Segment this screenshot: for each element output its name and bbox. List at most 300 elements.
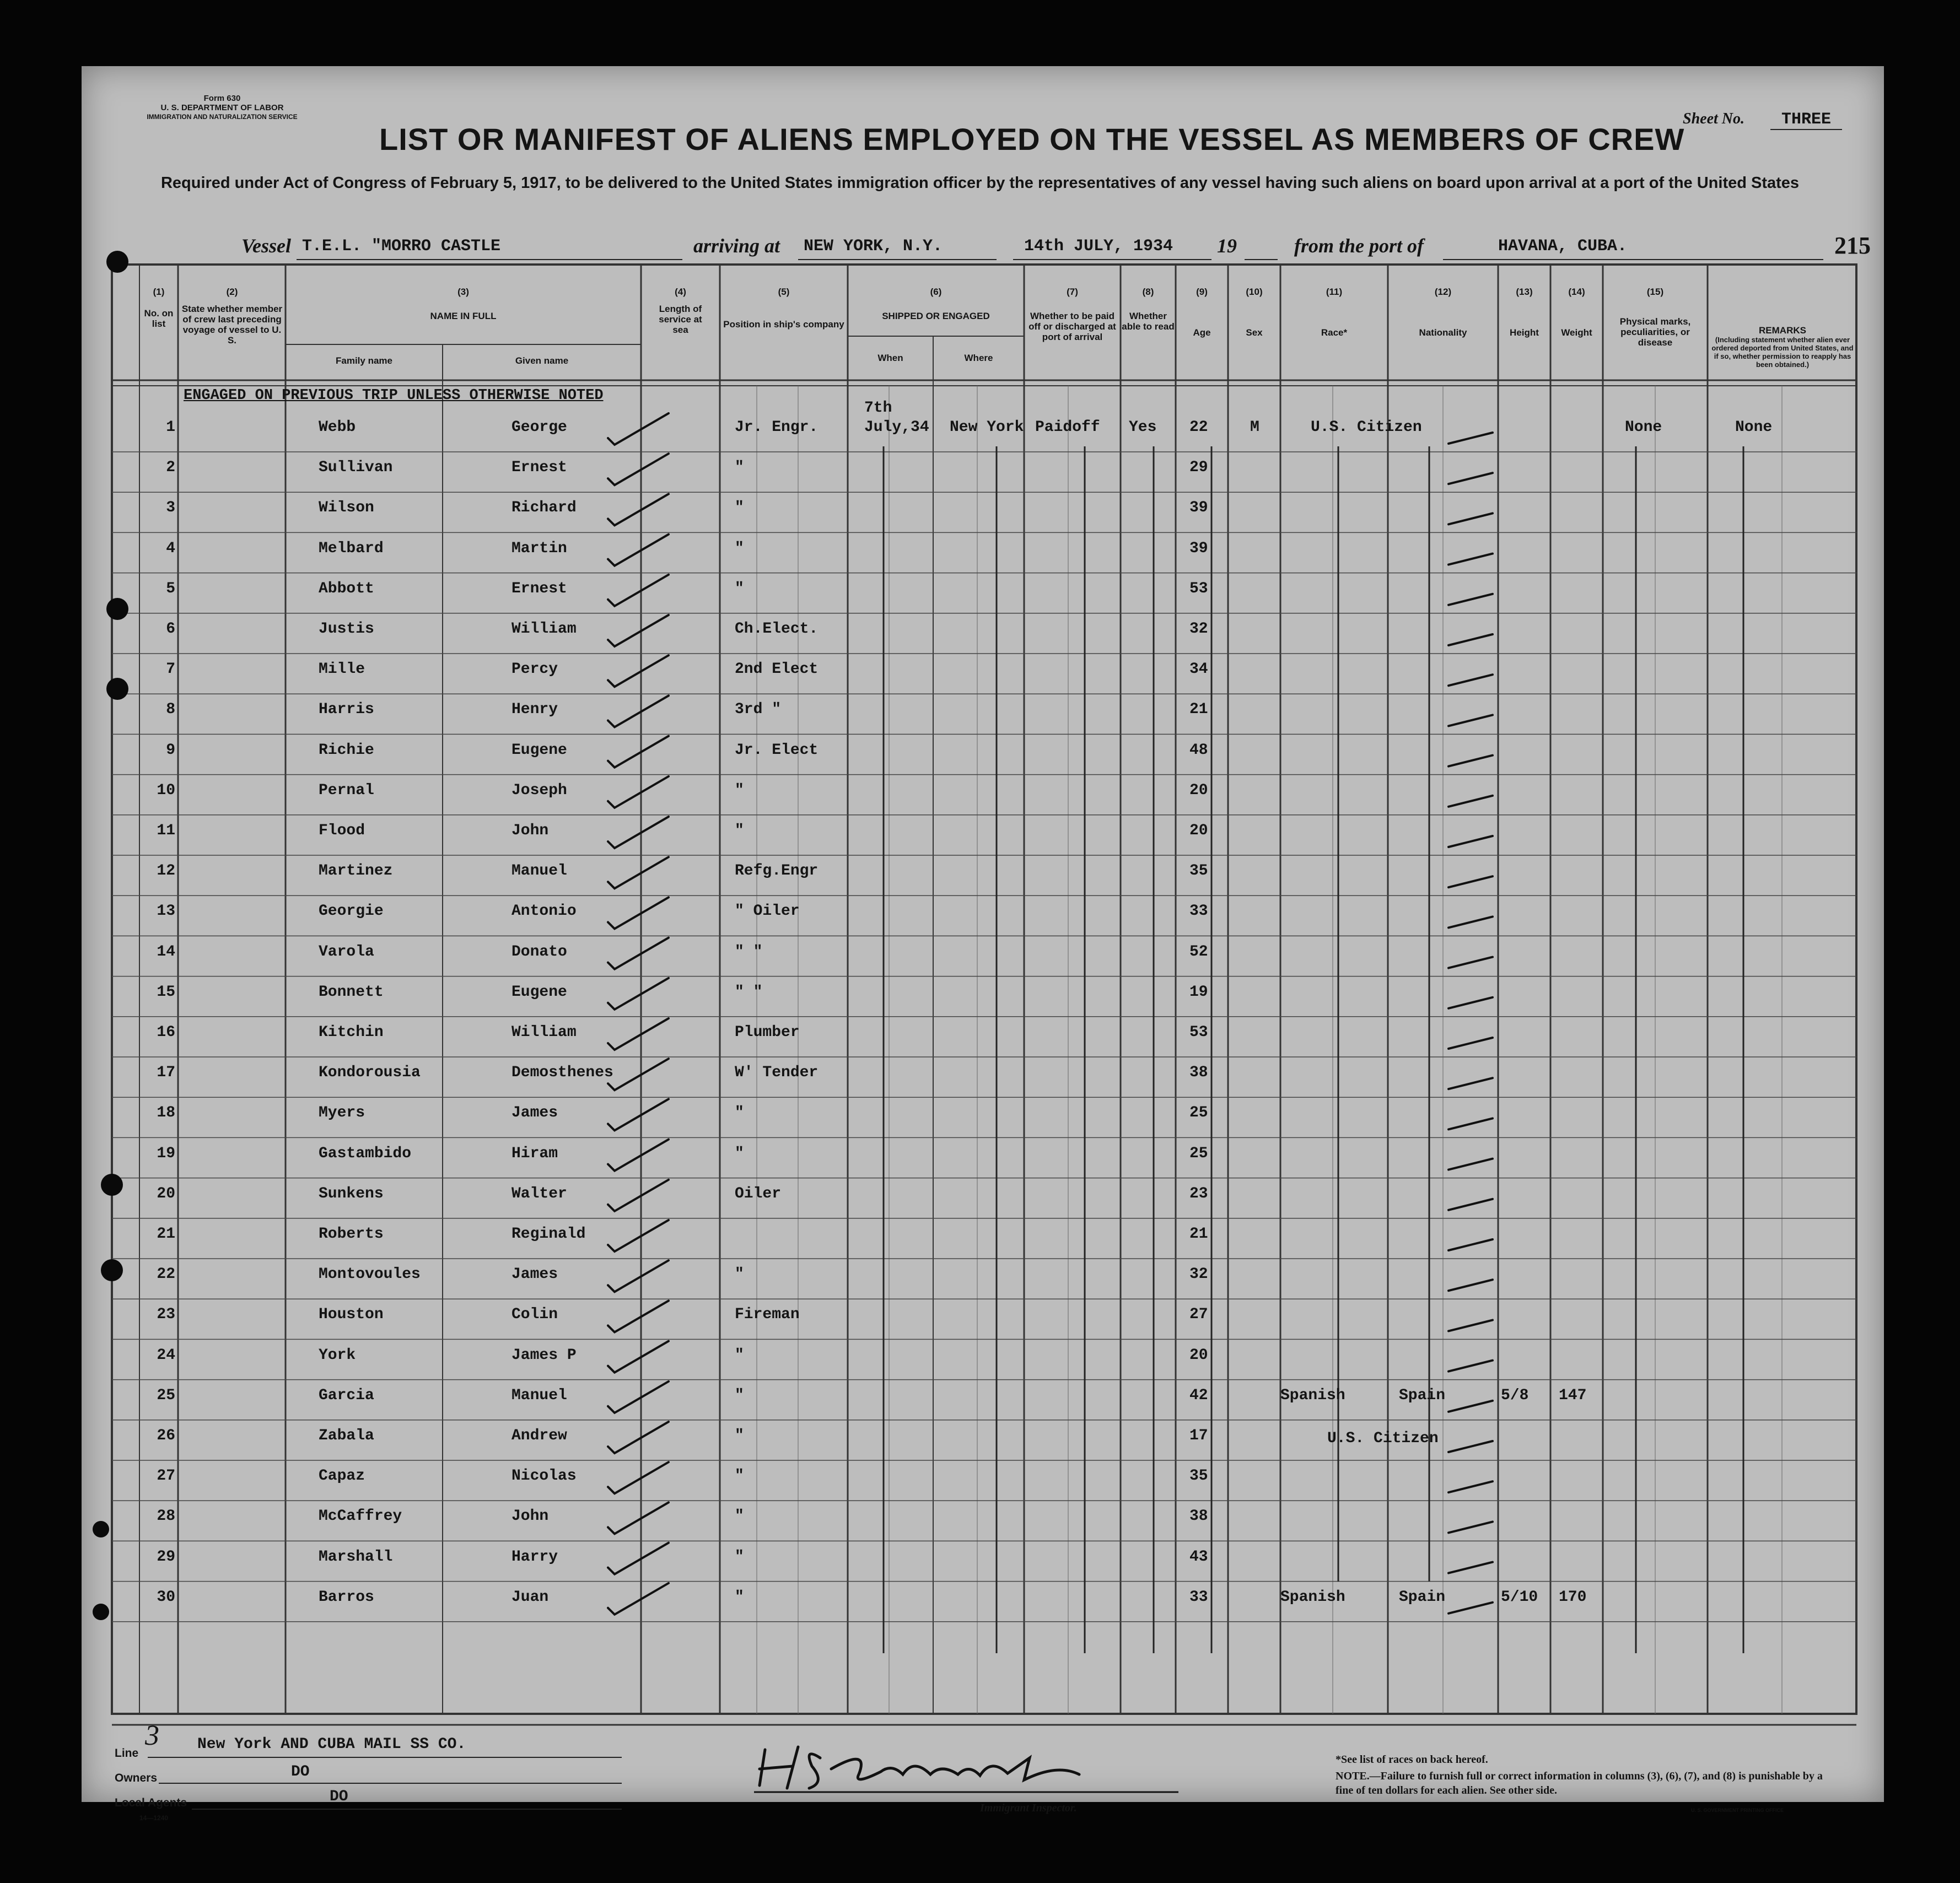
col-3-title: NAME IN FULL xyxy=(430,311,497,321)
height: 5/8 xyxy=(1501,1386,1529,1404)
row-number: 11 xyxy=(157,822,175,839)
age: 38 xyxy=(1189,1508,1208,1525)
family-name: Pernal xyxy=(319,781,374,799)
position: " xyxy=(735,1588,744,1606)
punch-hole xyxy=(106,598,128,620)
height-check-mark xyxy=(1449,594,1493,605)
col-10-header xyxy=(1228,287,1280,338)
family-name: Georgie xyxy=(319,903,384,920)
row-1-when-line1: 7th xyxy=(864,400,892,417)
col-6-title: SHIPPED OR ENGAGED xyxy=(882,311,990,321)
age: 48 xyxy=(1189,741,1208,759)
family-name: Mille xyxy=(319,661,365,678)
col-12-number: (12) xyxy=(1434,287,1452,297)
family-name: Zabala xyxy=(319,1427,374,1444)
row-number: 26 xyxy=(157,1427,175,1444)
row-number: 4 xyxy=(166,539,175,557)
col-3-number: (3) xyxy=(457,287,469,297)
age: 20 xyxy=(1189,1346,1208,1364)
position: " Oiler xyxy=(735,903,800,920)
row-1-where: New York xyxy=(950,419,1024,436)
position: 3rd " xyxy=(735,701,782,719)
given-name: William xyxy=(511,621,577,638)
col-14-title: Weight xyxy=(1561,327,1592,338)
family-name: Barros xyxy=(319,1588,374,1606)
family-name: Flood xyxy=(319,822,365,839)
height-check-mark xyxy=(1449,1280,1493,1291)
owners-value: DO xyxy=(291,1763,310,1781)
row-number: 9 xyxy=(166,741,175,759)
position: Fireman xyxy=(735,1306,800,1324)
row-number: 8 xyxy=(166,701,175,719)
row-number: 24 xyxy=(157,1346,175,1364)
position: " xyxy=(735,1508,744,1525)
inspector-signature xyxy=(749,1741,1189,1796)
check-mark xyxy=(608,454,669,485)
given-name-header: Given name xyxy=(515,355,569,366)
height-check-mark xyxy=(1449,1078,1493,1089)
age: 29 xyxy=(1189,459,1208,477)
check-mark xyxy=(608,1422,669,1453)
nationality: Spain xyxy=(1399,1386,1446,1404)
col-9-header xyxy=(1176,287,1228,338)
col-1-header xyxy=(139,287,178,329)
age: 35 xyxy=(1189,1467,1208,1485)
col-7-number: (7) xyxy=(1067,287,1078,297)
footer-code: 14—1240 xyxy=(139,1814,169,1822)
position: Jr. Elect xyxy=(735,741,819,759)
age: 39 xyxy=(1189,499,1208,517)
punch-hole xyxy=(106,678,128,700)
agents-value: DO xyxy=(330,1788,348,1805)
height-check-mark xyxy=(1449,1562,1493,1573)
col-11-number: (11) xyxy=(1326,287,1343,297)
given-name: Antonio xyxy=(511,903,577,920)
vessel-label: Vessel xyxy=(241,235,291,257)
age: 52 xyxy=(1189,943,1208,961)
check-mark xyxy=(608,736,669,768)
height-check-mark xyxy=(1449,796,1493,807)
family-name: Garcia xyxy=(319,1386,374,1404)
races-note: *See list of races on back hereof. xyxy=(1336,1753,1488,1766)
punch-hole xyxy=(101,1174,123,1196)
row-1-physical-marks: None xyxy=(1625,419,1662,436)
age: 21 xyxy=(1189,1226,1208,1243)
row-1-paid-off: Paidoff xyxy=(1035,419,1100,436)
col-9-title: Age xyxy=(1193,327,1211,338)
given-name: Eugene xyxy=(511,983,567,1001)
remarks-title: REMARKS xyxy=(1759,325,1806,336)
height-check-mark xyxy=(1449,1239,1493,1250)
given-name: James P xyxy=(511,1346,577,1364)
col-8-header xyxy=(1121,287,1176,332)
col-6-number: (6) xyxy=(930,287,942,297)
given-name: Hiram xyxy=(511,1145,558,1162)
given-name: Demosthenes xyxy=(511,1064,613,1082)
remarks-instructions: (Including statement whether alien ever ordered deported from United States, and if so, whether permission to reapply has been obtained.) xyxy=(1711,336,1854,369)
position: " xyxy=(735,539,744,557)
given-name: John xyxy=(511,822,549,839)
col-4-number: (4) xyxy=(675,287,686,297)
given-name: Harry xyxy=(511,1548,558,1566)
weight: 170 xyxy=(1559,1588,1587,1606)
manifest-sheet xyxy=(82,66,1884,1822)
height-check-mark xyxy=(1449,836,1493,847)
position: 2nd Elect xyxy=(735,661,819,678)
row-1-race-nationality: U.S. Citizen xyxy=(1311,419,1422,436)
age: 19 xyxy=(1189,983,1208,1001)
check-mark xyxy=(608,1018,669,1050)
when-header: When xyxy=(877,353,903,363)
family-name: Roberts xyxy=(319,1226,384,1243)
from-port: HAVANA, CUBA. xyxy=(1498,237,1628,256)
row-number: 29 xyxy=(157,1548,175,1566)
row-number: 30 xyxy=(157,1588,175,1606)
col-2-number: (2) xyxy=(226,287,238,297)
col-8-title: Whether able to read xyxy=(1122,311,1175,332)
sheet-label: Sheet No. xyxy=(1683,110,1744,127)
height-check-mark xyxy=(1449,1038,1493,1049)
check-mark xyxy=(608,857,669,888)
check-mark xyxy=(608,1260,669,1292)
family-name: Webb xyxy=(319,419,356,436)
department-name: U. S. DEPARTMENT OF LABOR xyxy=(160,103,284,112)
family-name: Sullivan xyxy=(319,459,393,477)
given-name: James xyxy=(511,1104,558,1122)
family-name: Capaz xyxy=(319,1467,365,1485)
handwritten-mark: 3 xyxy=(145,1720,159,1751)
col-10-number: (10) xyxy=(1246,287,1263,297)
col-7-header xyxy=(1024,287,1121,342)
height-check-mark xyxy=(1449,1603,1493,1614)
row-number: 5 xyxy=(166,580,175,597)
check-mark xyxy=(608,413,669,445)
row-number: 23 xyxy=(157,1306,175,1324)
position: Refg.Engr xyxy=(735,862,819,880)
row-number: 18 xyxy=(157,1104,175,1122)
check-mark xyxy=(608,615,669,646)
line-value: New York AND CUBA MAIL SS CO. xyxy=(197,1736,466,1753)
vessel-name: T.E.L. "MORRO CASTLE xyxy=(302,237,501,256)
row-number: 22 xyxy=(157,1266,175,1283)
position: " xyxy=(735,580,744,597)
check-mark xyxy=(608,1059,669,1090)
given-name: Reginald xyxy=(511,1226,586,1243)
family-name: Melbard xyxy=(319,539,384,557)
given-name: Andrew xyxy=(511,1427,567,1444)
family-name: Gastambido xyxy=(319,1145,412,1162)
given-name: Donato xyxy=(511,943,567,961)
col-9-number: (9) xyxy=(1196,287,1208,297)
row-number: 16 xyxy=(157,1024,175,1041)
age: 34 xyxy=(1189,661,1208,678)
col-1-number: (1) xyxy=(153,287,165,297)
race: Spanish xyxy=(1280,1588,1345,1606)
check-mark xyxy=(608,1220,669,1251)
given-name: Ernest xyxy=(511,459,567,477)
age: 25 xyxy=(1189,1104,1208,1122)
col-13-header xyxy=(1498,287,1550,338)
check-mark xyxy=(608,1462,669,1493)
col-2-title: State whether member of crew last preceding voyage of vessel to U. S. xyxy=(181,304,283,346)
check-mark xyxy=(608,1301,669,1332)
age: 23 xyxy=(1189,1185,1208,1202)
family-name: Wilson xyxy=(319,499,374,517)
given-name: Nicolas xyxy=(511,1467,577,1485)
punch-hole xyxy=(106,251,128,273)
where-header: Where xyxy=(964,353,993,363)
agents-underline xyxy=(192,1809,622,1810)
age: 25 xyxy=(1189,1145,1208,1162)
row-number: 13 xyxy=(157,903,175,920)
height-check-mark xyxy=(1449,715,1493,726)
col-14-header xyxy=(1550,287,1603,338)
family-name: Martinez xyxy=(319,862,393,880)
family-name: Varola xyxy=(319,943,374,961)
col-15-number: (15) xyxy=(1646,287,1664,297)
height-check-mark xyxy=(1449,634,1493,645)
given-name: Henry xyxy=(511,701,558,719)
row-number: 3 xyxy=(166,499,175,517)
family-name: Marshall xyxy=(319,1548,393,1566)
printer-imprint: U. S. GOVERNMENT PRINTING OFFICE xyxy=(1691,1808,1784,1813)
row-number: 6 xyxy=(166,621,175,638)
given-name: George xyxy=(511,419,567,436)
check-mark xyxy=(608,776,669,808)
height-check-mark xyxy=(1449,876,1493,887)
position: " xyxy=(735,1266,744,1283)
height-check-mark xyxy=(1449,433,1493,444)
given-name: John xyxy=(511,1508,549,1525)
punch-hole xyxy=(101,1259,123,1281)
check-mark xyxy=(608,1180,669,1211)
family-name: Sunkens xyxy=(319,1185,384,1202)
family-name: Harris xyxy=(319,701,374,719)
age: 17 xyxy=(1189,1427,1208,1444)
row-number: 28 xyxy=(157,1508,175,1525)
family-name: McCaffrey xyxy=(319,1508,402,1525)
family-name: Kitchin xyxy=(319,1024,384,1041)
row-number: 7 xyxy=(166,661,175,678)
height-check-mark xyxy=(1449,1320,1493,1331)
height-check-mark xyxy=(1449,513,1493,524)
check-mark xyxy=(608,1140,669,1171)
col-4-header xyxy=(641,287,720,335)
given-name: James xyxy=(511,1266,558,1283)
row-number: 15 xyxy=(157,983,175,1001)
check-mark xyxy=(608,978,669,1010)
age: 43 xyxy=(1189,1548,1208,1566)
row-1-when-line2: July,34 xyxy=(864,419,929,436)
col-12-header xyxy=(1388,287,1498,338)
height-check-mark xyxy=(1449,916,1493,927)
position: " xyxy=(735,499,744,517)
given-name: Eugene xyxy=(511,741,567,759)
check-mark xyxy=(608,535,669,566)
age: 27 xyxy=(1189,1306,1208,1324)
line-underline xyxy=(148,1757,622,1758)
col-6-header xyxy=(848,287,1024,321)
col-1-title: No. on list xyxy=(144,308,174,329)
row-1-able-to-read: Yes xyxy=(1129,419,1157,436)
row-number: 1 xyxy=(166,419,175,436)
document-title: LIST OR MANIFEST OF ALIENS EMPLOYED ON THE VESSEL AS MEMBERS OF CREW xyxy=(379,122,1685,157)
row-number: 2 xyxy=(166,459,175,477)
given-name: Percy xyxy=(511,661,558,678)
nationality-note: U.S. Citizen xyxy=(1327,1430,1439,1447)
check-mark xyxy=(608,897,669,929)
age: 53 xyxy=(1189,580,1208,597)
nationality: Spain xyxy=(1399,1588,1446,1606)
punch-hole xyxy=(93,1604,109,1620)
check-mark xyxy=(608,817,669,848)
sheet-number-value: THREE xyxy=(1770,110,1842,130)
row-number: 17 xyxy=(157,1064,175,1082)
remarks-header xyxy=(1710,325,1855,369)
age: 38 xyxy=(1189,1064,1208,1082)
height-check-mark xyxy=(1449,554,1493,565)
position: " xyxy=(735,1548,744,1566)
height-check-mark xyxy=(1449,1481,1493,1492)
position: " xyxy=(735,822,744,839)
position: " " xyxy=(735,983,763,1001)
given-name: Martin xyxy=(511,539,567,557)
family-name: Bonnett xyxy=(319,983,384,1001)
position: Oiler xyxy=(735,1185,782,1202)
given-name: Manuel xyxy=(511,1386,567,1404)
col-14-number: (14) xyxy=(1568,287,1585,297)
height: 5/10 xyxy=(1501,1588,1538,1606)
family-name: Myers xyxy=(319,1104,365,1122)
row-number: 25 xyxy=(157,1386,175,1404)
given-name: Ernest xyxy=(511,580,567,597)
from-label: from the port of xyxy=(1294,235,1424,257)
height-check-mark xyxy=(1449,1401,1493,1412)
given-name: Walter xyxy=(511,1185,567,1202)
check-mark xyxy=(608,655,669,687)
height-check-mark xyxy=(1449,1118,1493,1129)
height-check-mark xyxy=(1449,1159,1493,1170)
height-check-mark xyxy=(1449,1361,1493,1372)
col-5-header xyxy=(720,287,848,330)
document-subtitle: Required under Act of Congress of February 5, 1917, to be delivered to the United States immigration officer by the representatives of any vessel having such aliens on board upon arrival at a port of the United States xyxy=(160,174,1800,192)
family-name: Abbott xyxy=(319,580,374,597)
age: 22 xyxy=(1189,419,1208,436)
col-11-title: Race* xyxy=(1321,327,1348,338)
arrival-date: 14th JULY, 1934 xyxy=(1024,237,1173,256)
col-11-header xyxy=(1280,287,1388,338)
position: " xyxy=(735,1104,744,1122)
inspector-label: Immigrant Inspector. xyxy=(980,1802,1077,1814)
age: 21 xyxy=(1189,701,1208,719)
position: " xyxy=(735,1346,744,1364)
punch-hole xyxy=(93,1521,109,1537)
row-number: 27 xyxy=(157,1467,175,1485)
position: W' Tender xyxy=(735,1064,819,1082)
owners-underline xyxy=(159,1783,622,1784)
row-number: 14 xyxy=(157,943,175,961)
col-5-title: Position in ship's company xyxy=(723,319,844,330)
col-2-header xyxy=(180,287,284,346)
service-name: IMMIGRATION AND NATURALIZATION SERVICE xyxy=(147,113,298,121)
col-12-title: Nationality xyxy=(1419,327,1467,338)
given-name: Richard xyxy=(511,499,577,517)
col-5-number: (5) xyxy=(778,287,790,297)
age: 33 xyxy=(1189,903,1208,920)
check-mark xyxy=(608,938,669,969)
given-name: Joseph xyxy=(511,781,567,799)
row-1-sex: M xyxy=(1250,419,1259,436)
given-name: Colin xyxy=(511,1306,558,1324)
check-mark xyxy=(608,1502,669,1534)
family-name: Houston xyxy=(319,1306,384,1324)
age: 32 xyxy=(1189,621,1208,638)
col-8-number: (8) xyxy=(1142,287,1154,297)
col-7-title: Whether to be paid off or discharged at port of arrival xyxy=(1029,311,1116,342)
row-1-remarks: None xyxy=(1735,419,1773,436)
position: " xyxy=(735,1386,744,1404)
height-check-mark xyxy=(1449,675,1493,686)
engaged-note: ENGAGED ON PREVIOUS TRIP UNLESS OTHERWISE NOTED xyxy=(184,387,604,404)
check-mark xyxy=(608,575,669,606)
position: " xyxy=(735,1467,744,1485)
age: 20 xyxy=(1189,822,1208,839)
col-15-title: Physical marks, peculiarities, or disease xyxy=(1619,316,1691,348)
given-name: Manuel xyxy=(511,862,567,880)
col-3-header xyxy=(286,287,641,321)
age: 42 xyxy=(1189,1386,1208,1404)
page-number: 215 xyxy=(1834,232,1871,259)
height-check-mark xyxy=(1449,1441,1493,1452)
family-name: Montovoules xyxy=(319,1266,421,1283)
position: " xyxy=(735,1145,744,1162)
col-13-title: Height xyxy=(1510,327,1539,338)
position: Ch.Elect. xyxy=(735,621,819,638)
position: " xyxy=(735,459,744,477)
owners-label: Owners xyxy=(115,1772,158,1784)
check-mark xyxy=(608,1583,669,1615)
given-name: Juan xyxy=(511,1588,549,1606)
form-number: Form 630 xyxy=(203,94,241,103)
check-mark xyxy=(608,695,669,727)
height-check-mark xyxy=(1449,997,1493,1008)
family-name: York xyxy=(319,1346,356,1364)
height-check-mark xyxy=(1449,1521,1493,1533)
line-label: Line xyxy=(115,1747,139,1760)
row-number: 10 xyxy=(157,781,175,799)
height-check-mark xyxy=(1449,1199,1493,1210)
row-number: 20 xyxy=(157,1185,175,1202)
age: 35 xyxy=(1189,862,1208,880)
position: " " xyxy=(735,943,763,961)
check-mark xyxy=(608,1341,669,1373)
check-mark xyxy=(608,494,669,525)
family-name: Justis xyxy=(319,621,374,638)
position: Plumber xyxy=(735,1024,800,1041)
given-name: William xyxy=(511,1024,577,1041)
col-10-title: Sex xyxy=(1246,327,1263,338)
height-check-mark xyxy=(1449,756,1493,767)
age: 33 xyxy=(1189,1588,1208,1606)
family-name-header: Family name xyxy=(336,355,392,366)
position: " xyxy=(735,781,744,799)
height-check-mark xyxy=(1449,957,1493,968)
arriving-label: arriving at xyxy=(693,235,780,257)
row-number: 21 xyxy=(157,1226,175,1243)
position: Jr. Engr. xyxy=(735,419,819,436)
age: 39 xyxy=(1189,539,1208,557)
weight: 147 xyxy=(1559,1386,1587,1404)
